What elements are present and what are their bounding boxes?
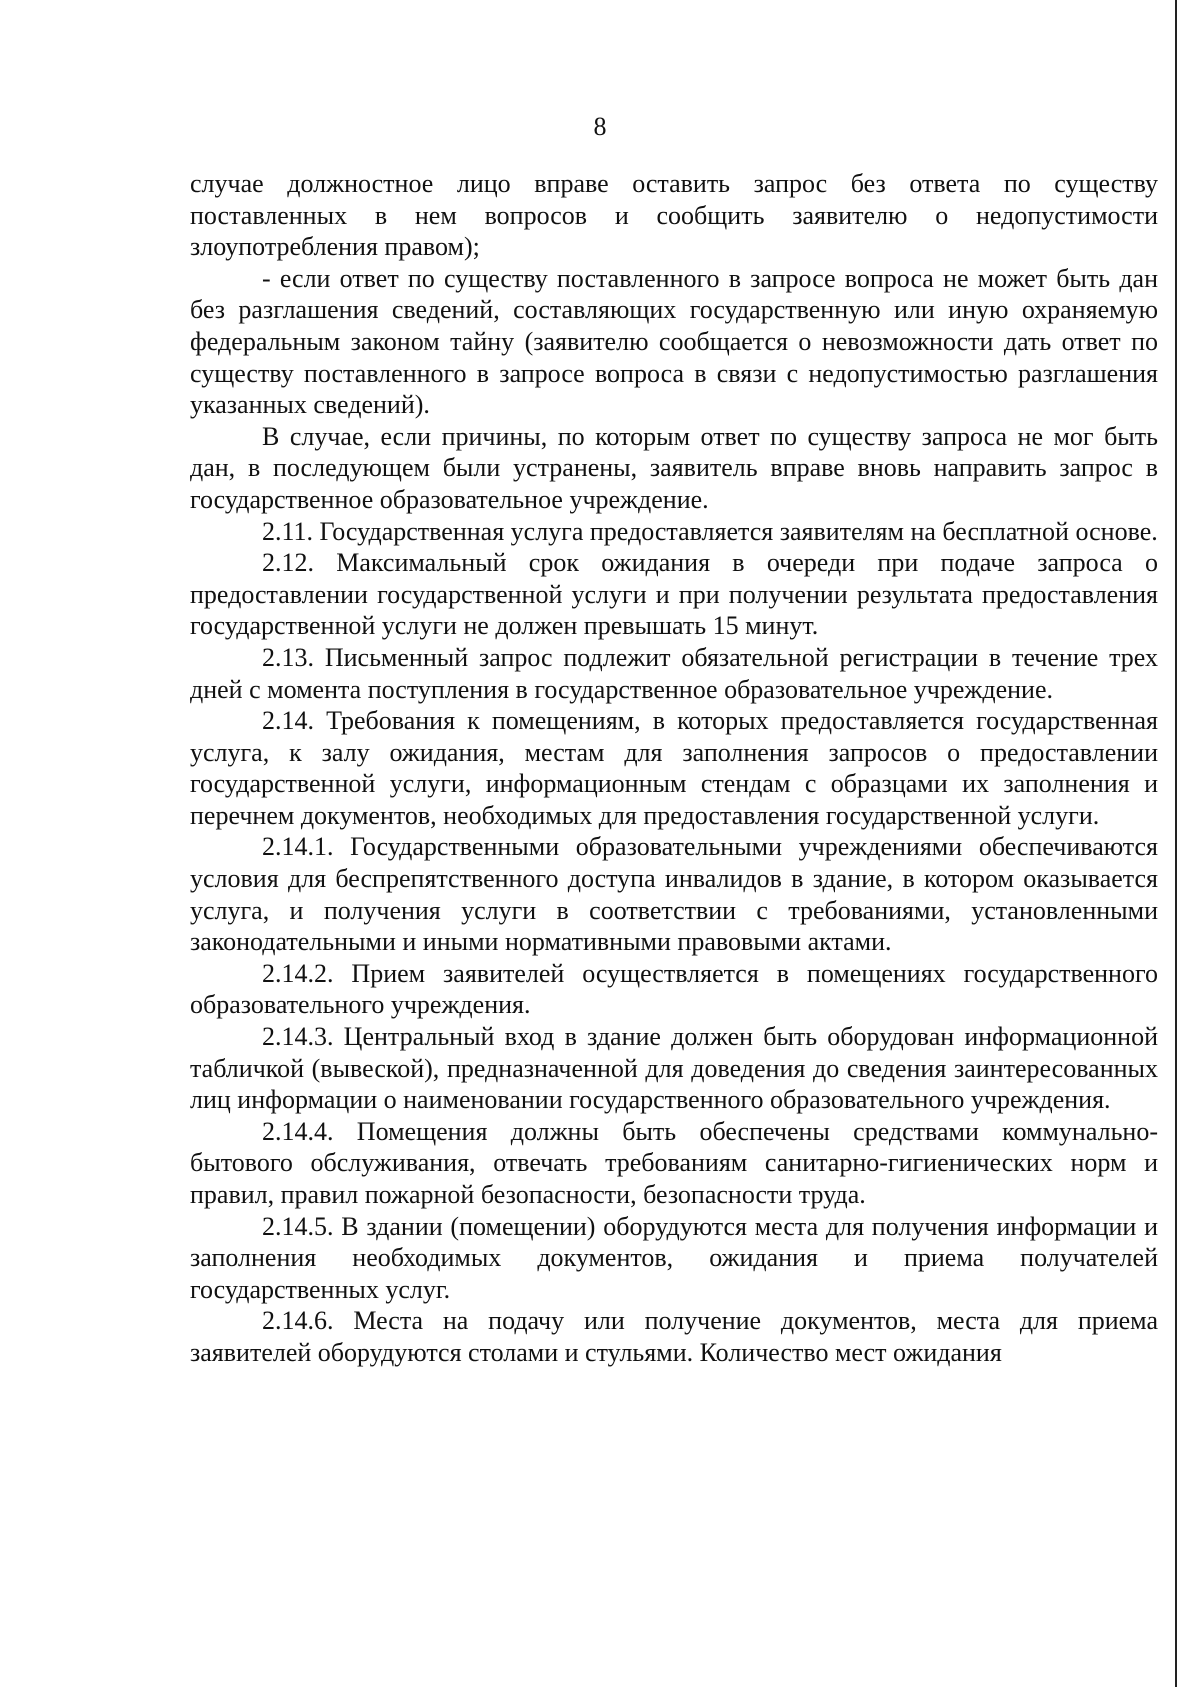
paragraph-2-14-5: 2.14.5. В здании (помещении) оборудуются места для получения информации и заполнения необходимых документов, ожидания и приема получателей государственных услуг.	[190, 1211, 1158, 1304]
paragraph-continuation: случае должностное лицо вправе оставить запрос без ответа по существу поставленных в нем вопросов и сообщить заявителю о недопустимости злоупотребления правом);	[190, 169, 1158, 262]
paragraph-2-14-4: 2.14.4. Помещения должны быть обеспечены средствами коммунально-бытового обслуживания, отвечать требованиям санитарно-гигиенических норм и правил, правил пожарной безопасности, безопасности труда.	[190, 1116, 1158, 1209]
paragraph-2-14: 2.14. Требования к помещениям, в которых предоставляется государственная услуга, к залу ожидания, местам для заполнения запросов о предоставлении государственной услуги, информационным стендам с образцами их заполнения и перечнем документов, необходимых для предоставления государственной услуги.	[190, 706, 1158, 830]
paragraph-2-14-1: 2.14.1. Государственными образовательными учреждениями обеспечиваются условия для беспрепятственного доступа инвалидов в здание, в котором оказывается услуга, и получения услуги в соответствии с требованиями, установленными законодательными и иными нормативными правовыми актами.	[190, 832, 1158, 957]
paragraph-2-14-6: 2.14.6. Места на подачу или получение документов, места для приема заявителей оборудуются столами и стульями. Количество мест ожидания	[190, 1306, 1158, 1367]
document-body	[190, 168, 1158, 1369]
paragraph-2-12: 2.12. Максимальный срок ожидания в очереди при подаче запроса о предоставлении государственной услуги и при получении результата предоставления государственной услуги не должен превышать 15 минут.	[190, 548, 1158, 641]
scan-edge-line	[1175, 0, 1177, 1687]
paragraph-disclosure-exception: - если ответ по существу поставленного в запросе вопроса не может быть дан без разглашения сведений, составляющих государственную или иную охраняемую федеральным законом тайну (заявителю сообщается о невозможности дать ответ по существу поставленного в запросе вопроса в связи с недопустимостью разглашения указанных сведений).	[190, 263, 1158, 420]
paragraph-2-14-3: 2.14.3. Центральный вход в здание должен быть оборудован информационной табличкой (вывеской), предназначенной для доведения до сведения заинтересованных лиц информации о наименовании государственного образовательного учреждения.	[190, 1022, 1158, 1115]
paragraph-2-11: 2.11. Государственная услуга предоставляется заявителям на бесплатной основе.	[262, 516, 1158, 546]
paragraph-2-14-2: 2.14.2. Прием заявителей осуществляется в помещениях государственного образовательного учреждения.	[190, 958, 1158, 1020]
page-number: 8	[593, 112, 607, 141]
paragraph-2-13: 2.13. Письменный запрос подлежит обязательной регистрации в течение трех дней с момента поступления в государственное образовательное учреждение.	[190, 642, 1158, 704]
paragraph-resubmission: В случае, если причины, по которым ответ по существу запроса не мог быть дан, в последующем были устранены, заявитель вправе вновь направить запрос в государственное образовательное учреждение.	[190, 421, 1158, 514]
